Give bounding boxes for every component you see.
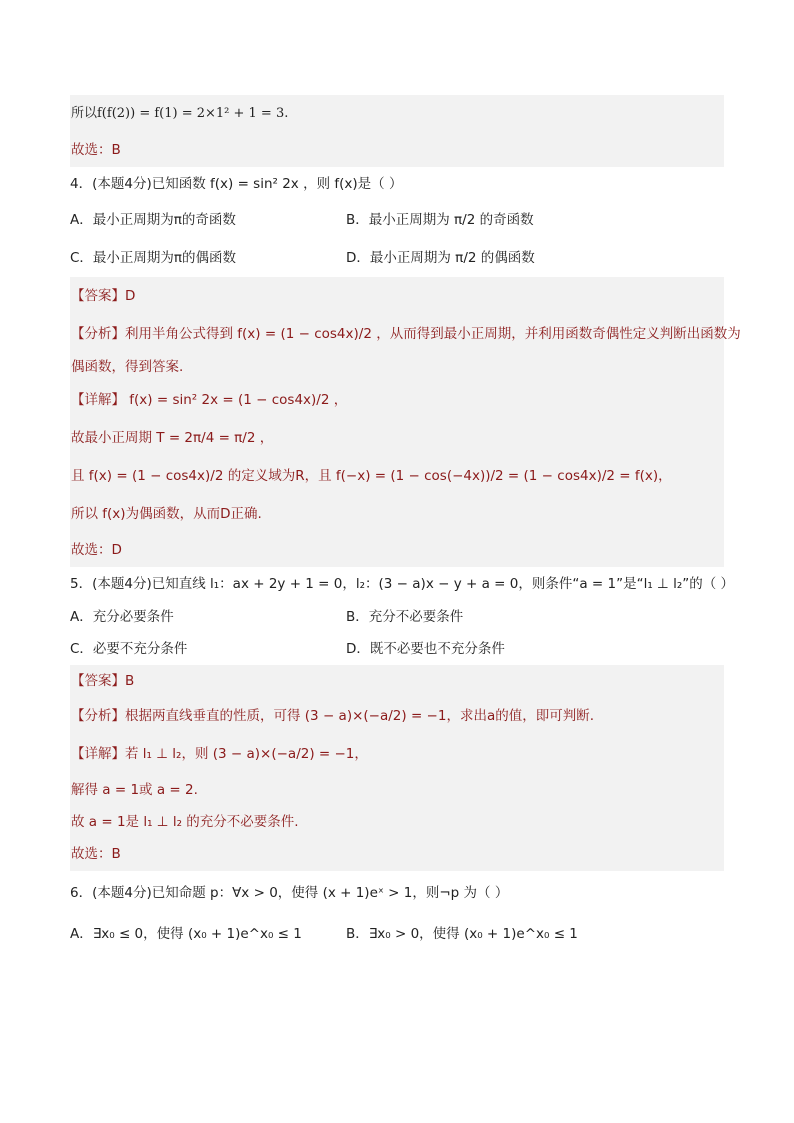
q4-detail-line2: 故最小正周期 T = 2π/4 = π/2 ，: [71, 430, 274, 446]
q4-options-row2: [70, 239, 724, 277]
q4-option-d: D．最小正周期为 π/2 的偶函数: [346, 250, 535, 266]
q5-option-c: C．必要不充分条件: [70, 641, 188, 657]
q4-analysis-line1: 【分析】利用半角公式得到 f(x) = (1 − cos4x)/2 ，从而得到最小正周期，并利用函数奇偶性定义判断出函数为: [71, 326, 741, 342]
q3-solution-block: [70, 95, 724, 167]
q4-stem: 4．(本题4分)已知函数 f(x) = sin² 2x ，则 f(x)是（ ）: [70, 176, 403, 192]
q5-options-row1: [70, 601, 724, 633]
q6-option-b: B．∃x₀ > 0，使得 (x₀ + 1)e^x₀ ≤ 1: [346, 926, 578, 942]
q5-option-a: A．充分必要条件: [70, 609, 174, 625]
q5-choice: 故选：B: [71, 846, 121, 862]
q4-analysis-line2: 偶函数，得到答案.: [71, 359, 184, 375]
q6-stem: 6．(本题4分)已知命题 p：∀x > 0，使得 (x + 1)eˣ > 1，则¬p 为（ ）: [70, 885, 509, 901]
q5-stem: 5．(本题4分)已知直线 l₁：ax + 2y + 1 = 0，l₂：(3 − a)x − y + a = 0，则条件“a = 1”是“l₁ ⊥ l₂”的（ ）: [70, 576, 735, 592]
q4-options-row1: [70, 201, 724, 239]
q5-options-row2: [70, 633, 724, 665]
q4-solution-block: [70, 277, 741, 567]
q5-detail-line1: 【详解】若 l₁ ⊥ l₂，则 (3 − a)×(−a/2) = −1，: [71, 746, 368, 762]
q4-detail-line1: 【详解】 f(x) = sin² 2x = (1 − cos4x)/2 ，: [71, 392, 348, 408]
q5-solution-block: [70, 665, 724, 871]
q5-detail-line2: 解得 a = 1或 a = 2.: [71, 782, 198, 798]
q5-option-b: B．充分不必要条件: [346, 609, 464, 625]
q5-option-d: D．既不必要也不充分条件: [346, 641, 505, 657]
q6-option-a: A．∃x₀ ≤ 0，使得 (x₀ + 1)e^x₀ ≤ 1: [70, 926, 302, 942]
q5-answer: 【答案】B: [71, 673, 135, 689]
q4-detail-line3: 且 f(x) = (1 − cos4x)/2 的定义域为R，且 f(−x) = (1 − cos(−4x))/2 = (1 − cos4x)/2 = f(x)，: [71, 468, 672, 484]
q4-detail-line4: 所以 f(x)为偶函数，从而D正确.: [71, 506, 262, 522]
q3-choice: 故选：B: [71, 142, 121, 158]
q4-option-b: B．最小正周期为 π/2 的奇函数: [346, 212, 534, 228]
document-page: [70, 95, 741, 953]
q6-options-row1: [70, 915, 724, 953]
q5-analysis: 【分析】根据两直线垂直的性质，可得 (3 − a)×(−a/2) = −1，求出a的值，即可判断.: [71, 708, 595, 724]
q4-answer: 【答案】D: [71, 288, 136, 304]
q4-option-a: A．最小正周期为π的奇函数: [70, 212, 236, 228]
q4-option-c: C．最小正周期为π的偶函数: [70, 250, 237, 266]
q4-choice: 故选：D: [71, 542, 122, 558]
q5-detail-line3: 故 a = 1是 l₁ ⊥ l₂ 的充分不必要条件.: [71, 814, 299, 830]
q3-result-line: 所以f(f(2)) = f(1) = 2×1² + 1 = 3.: [71, 106, 289, 121]
